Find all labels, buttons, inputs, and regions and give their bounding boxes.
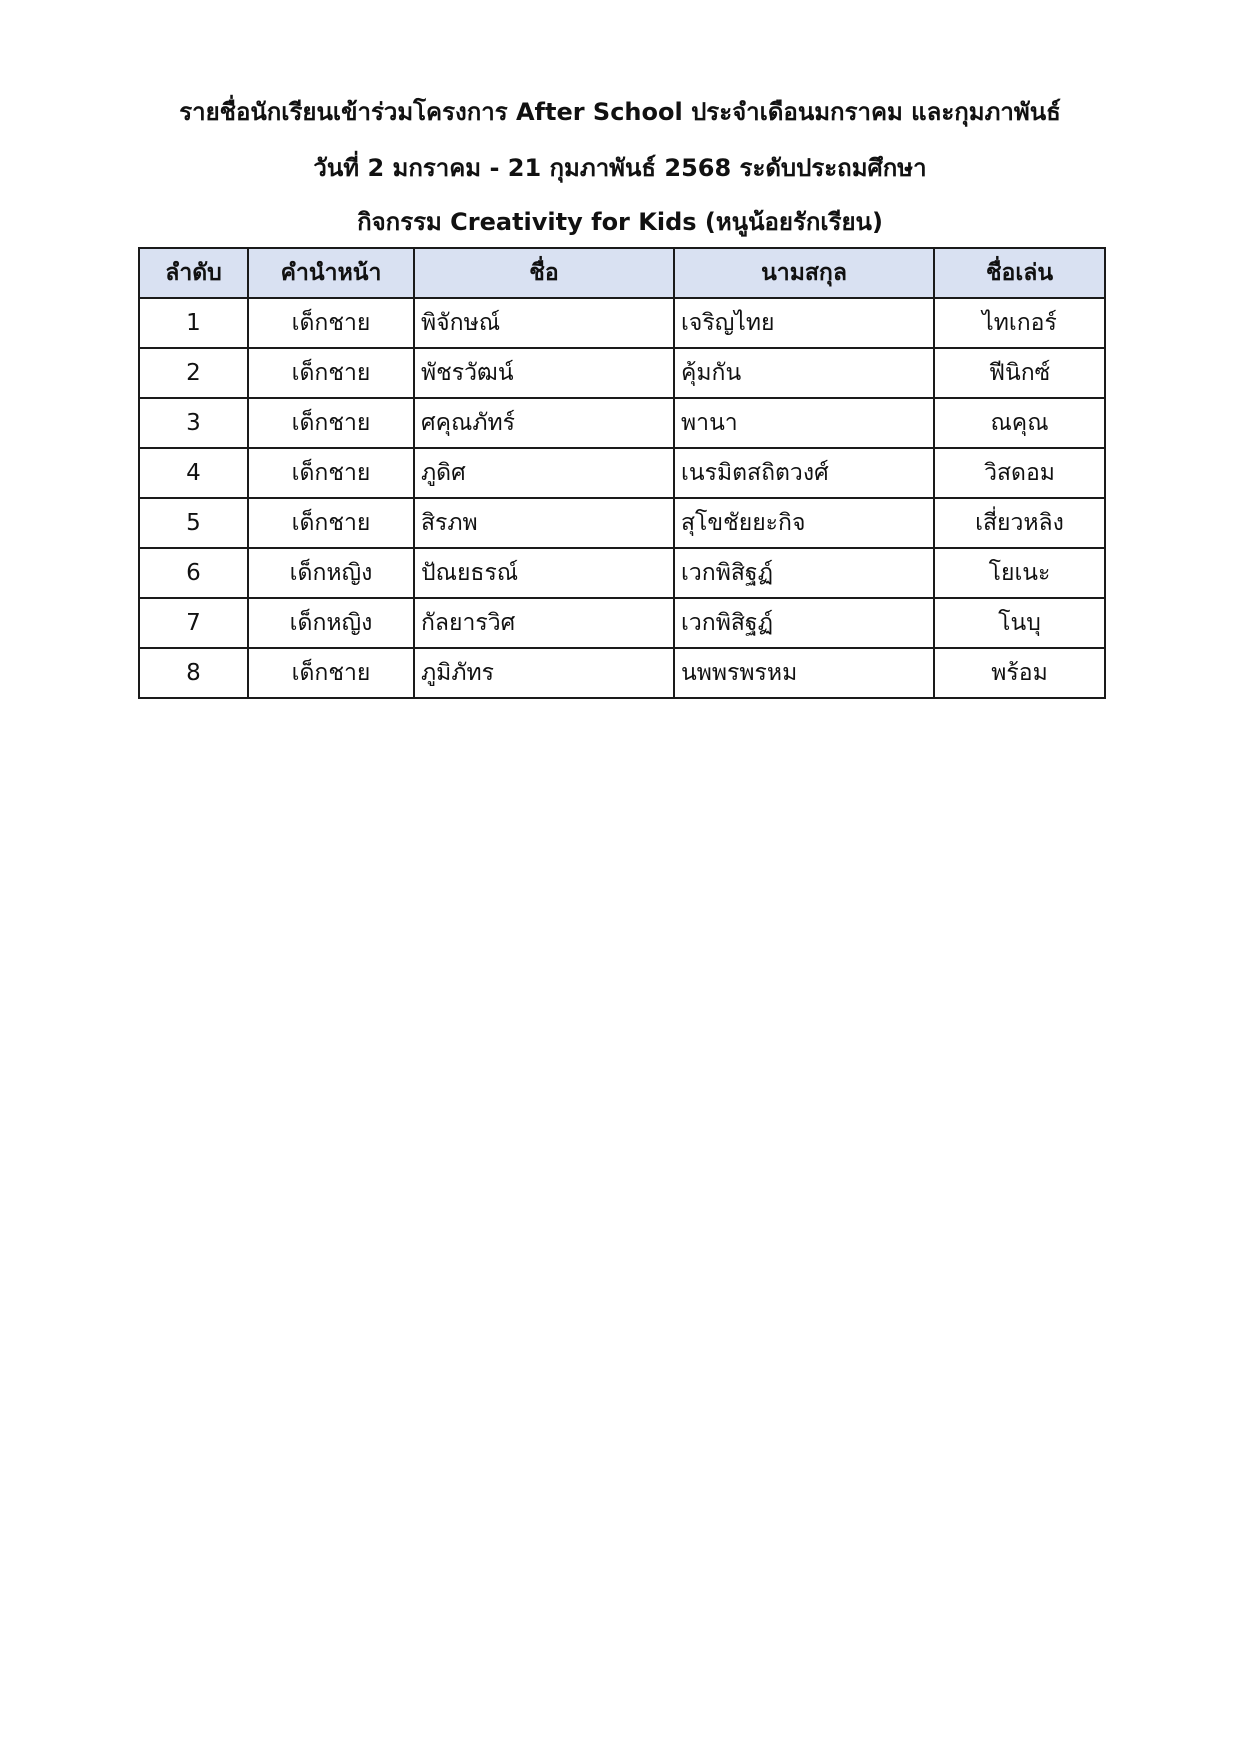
column-header-first-name: ชื่อ (414, 248, 674, 298)
table-row (139, 448, 1105, 498)
cell-title-prefix: เด็กหญิง (248, 598, 414, 648)
cell-order: 4 (139, 448, 248, 498)
table-row (139, 598, 1105, 648)
cell-title-prefix: เด็กหญิง (248, 548, 414, 598)
cell-nickname: พร้อม (934, 648, 1105, 698)
cell-last-name: นพพรพรหม (674, 648, 934, 698)
column-header-title-prefix: คำนำหน้า (248, 248, 414, 298)
cell-last-name: สุโขชัยยะกิจ (674, 498, 934, 548)
table-row (139, 548, 1105, 598)
cell-title-prefix: เด็กชาย (248, 648, 414, 698)
column-header-nickname: ชื่อเล่น (934, 248, 1105, 298)
cell-nickname: โนบุ (934, 598, 1105, 648)
document-date-range: วันที่ 2 มกราคม - 21 กุมภาพันธ์ 2568 ระดับประถมศึกษา (313, 154, 927, 182)
table-row (139, 498, 1105, 548)
cell-last-name: พานา (674, 398, 934, 448)
column-header-order: ลำดับ (139, 248, 248, 298)
cell-title-prefix: เด็กชาย (248, 448, 414, 498)
table-row (139, 348, 1105, 398)
cell-order: 1 (139, 298, 248, 348)
cell-first-name: สิรภพ (414, 498, 674, 548)
cell-last-name: เจริญไทย (674, 298, 934, 348)
cell-title-prefix: เด็กชาย (248, 298, 414, 348)
document-title: รายชื่อนักเรียนเข้าร่วมโครงการ After School ประจำเดือนมกราคม และกุมภาพันธ์ (179, 98, 1061, 126)
cell-title-prefix: เด็กชาย (248, 348, 414, 398)
cell-last-name: เวกพิสิฐฏ์ (674, 548, 934, 598)
cell-first-name: ภูมิภัทร (414, 648, 674, 698)
cell-nickname: ฟีนิกซ์ (934, 348, 1105, 398)
cell-order: 8 (139, 648, 248, 698)
cell-order: 5 (139, 498, 248, 548)
cell-nickname: วิสดอม (934, 448, 1105, 498)
table-row (139, 298, 1105, 348)
cell-first-name: พัชรวัฒน์ (414, 348, 674, 398)
cell-first-name: ศคุณภัทร์ (414, 398, 674, 448)
cell-title-prefix: เด็กชาย (248, 398, 414, 448)
cell-order: 7 (139, 598, 248, 648)
cell-nickname: ไทเกอร์ (934, 298, 1105, 348)
table-row (139, 648, 1105, 698)
cell-order: 3 (139, 398, 248, 448)
student-roster-table (138, 247, 1106, 699)
cell-last-name: คุ้มกัน (674, 348, 934, 398)
cell-last-name: เวกพิสิฐฏ์ (674, 598, 934, 648)
cell-order: 2 (139, 348, 248, 398)
cell-first-name: กัลยารวิศ (414, 598, 674, 648)
cell-first-name: ปัณยธรณ์ (414, 548, 674, 598)
cell-title-prefix: เด็กชาย (248, 498, 414, 548)
cell-first-name: ภูดิศ (414, 448, 674, 498)
table-row (139, 398, 1105, 448)
cell-nickname: เสี่ยวหลิง (934, 498, 1105, 548)
table-header-row (139, 248, 1105, 298)
column-header-last-name: นามสกุล (674, 248, 934, 298)
cell-nickname: ณคุณ (934, 398, 1105, 448)
cell-last-name: เนรมิตสถิตวงศ์ (674, 448, 934, 498)
cell-first-name: พิจักษณ์ (414, 298, 674, 348)
cell-order: 6 (139, 548, 248, 598)
cell-nickname: โยเนะ (934, 548, 1105, 598)
activity-name: กิจกรรม Creativity for Kids (หนูน้อยรักเรียน) (357, 208, 883, 236)
